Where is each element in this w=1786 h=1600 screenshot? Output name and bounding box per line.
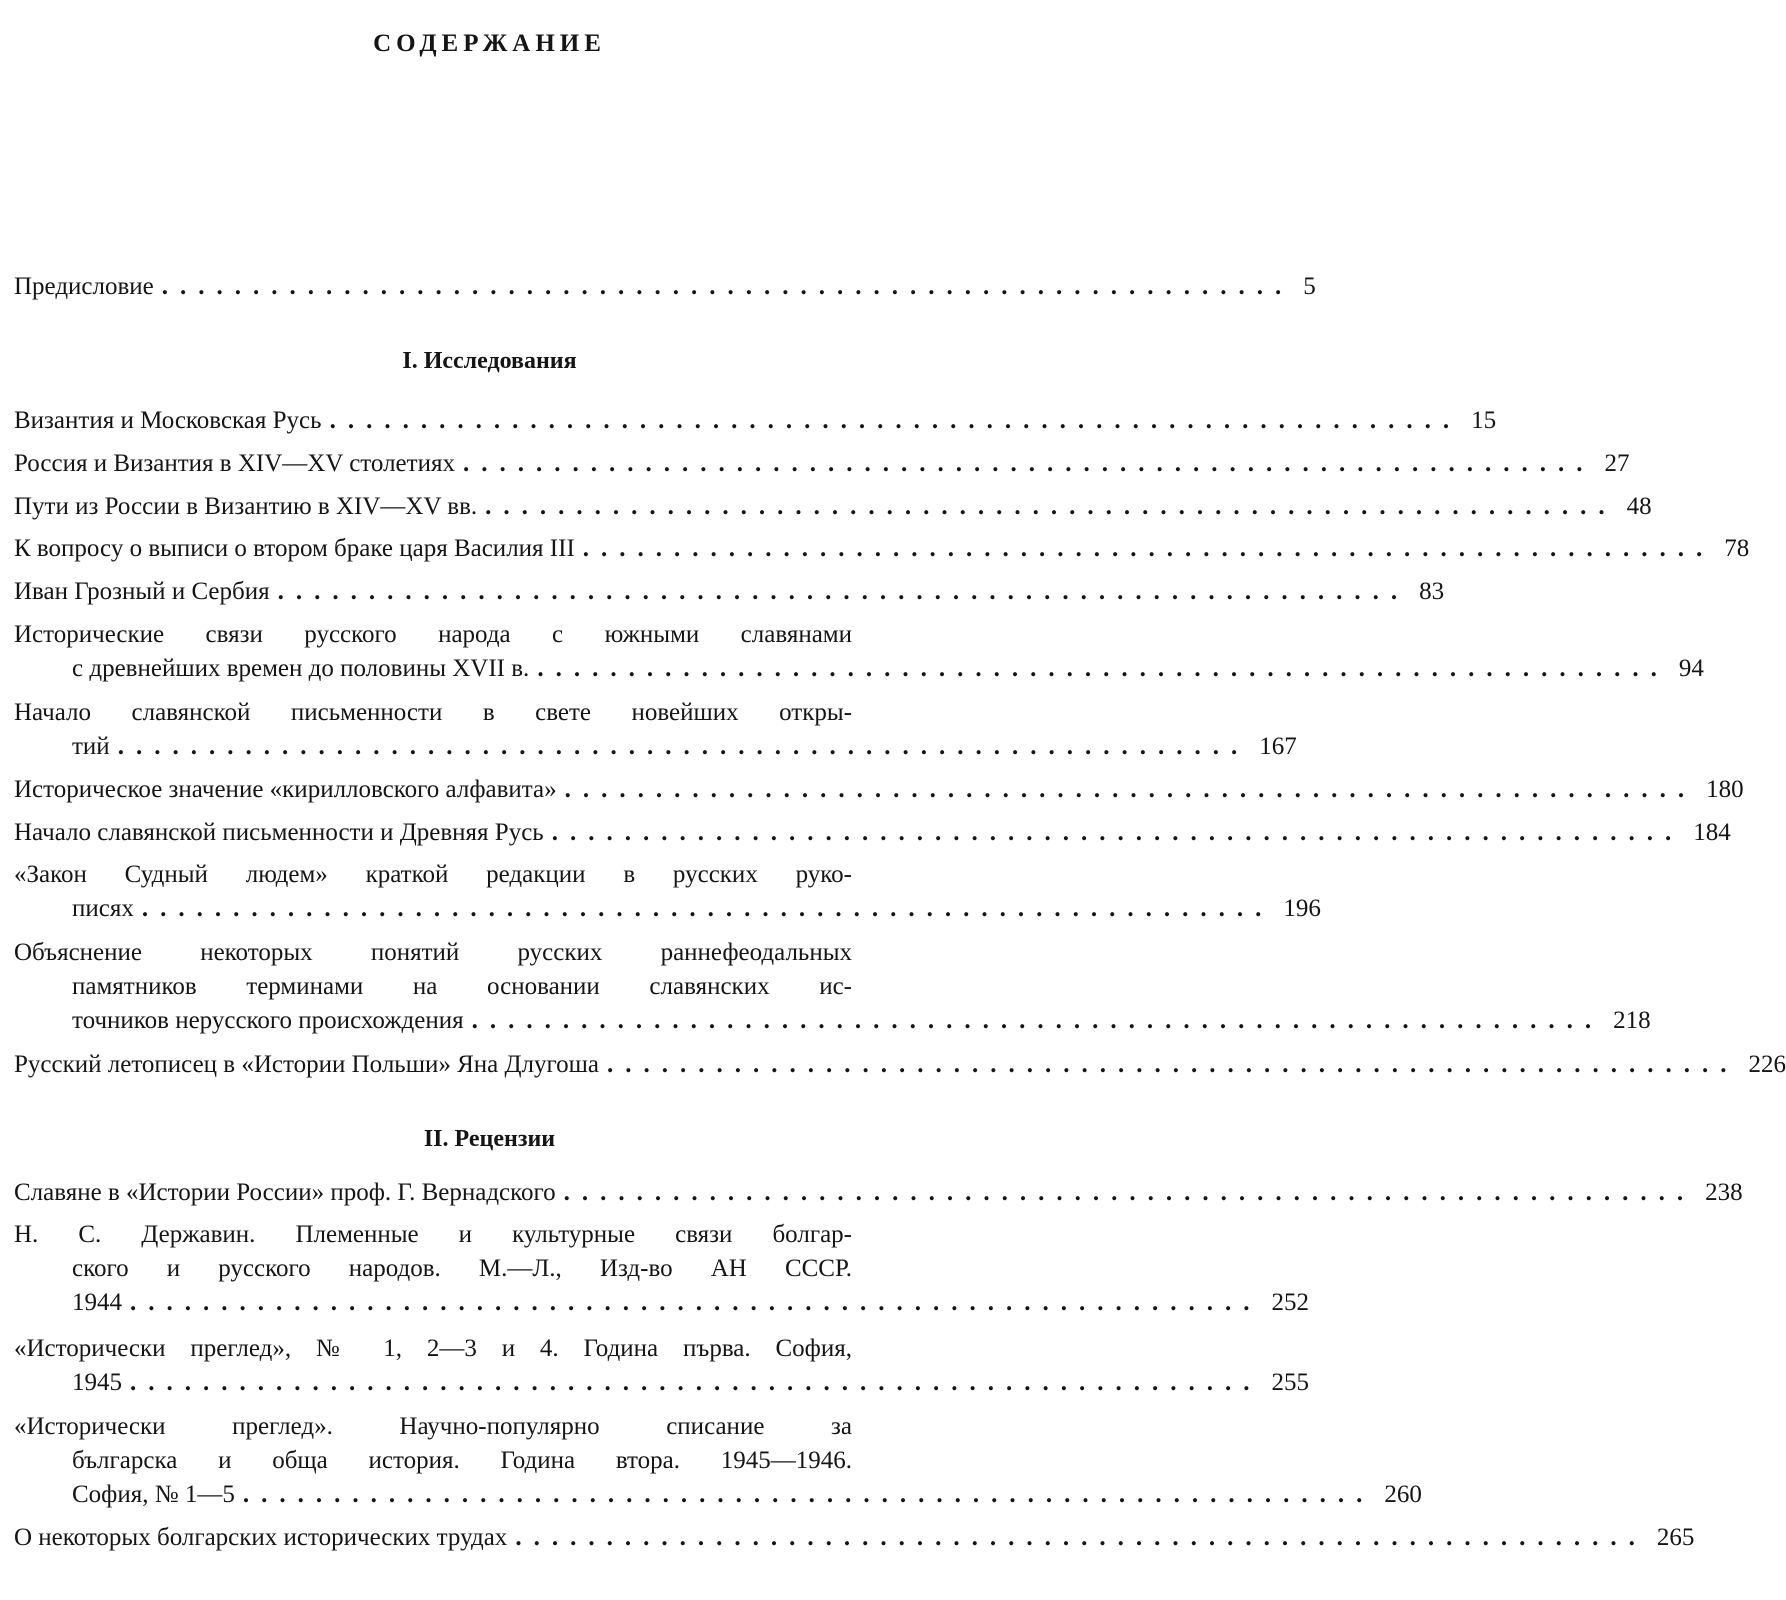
toc-entry bbox=[14, 858, 1321, 926]
toc-entry-title: Русский летописец в «Истории Польши» Яна Длугоша bbox=[14, 1051, 599, 1078]
page-number: 196 bbox=[1283, 895, 1321, 922]
page-number: 27 bbox=[1604, 450, 1630, 477]
dot-leader: .............................................................. bbox=[582, 535, 1715, 562]
toc-entry-title-continued: 1945 bbox=[72, 1369, 122, 1396]
page-number: 255 bbox=[1271, 1369, 1309, 1396]
toc-entry-preface bbox=[14, 270, 1316, 304]
toc-entry-title-continued: ского и русского народов. М.—Л., Изд-во АН СССР. bbox=[72, 1255, 852, 1282]
dot-leader: .............................................................. bbox=[161, 273, 1294, 300]
toc-entry-title: «Исторически преглед». Научно-популярно списание за bbox=[14, 1413, 852, 1440]
toc-entry-title-continued: точников нерусского происхождения bbox=[72, 1007, 464, 1034]
toc-entry-title: Н. С. Державин. Племенные и культурные связи болгар- bbox=[14, 1221, 852, 1248]
toc-entry bbox=[14, 1410, 1422, 1512]
toc-entry bbox=[14, 1048, 1786, 1082]
dot-leader: .............................................................. bbox=[471, 1007, 1604, 1034]
toc-entry-title: «Закон Судный людем» краткой редакции в русских руко- bbox=[14, 861, 852, 888]
toc-entry-title: Начало славянской письменности и Древняя Русь bbox=[14, 819, 544, 846]
page-number: 184 bbox=[1693, 819, 1731, 846]
dot-leader: .............................................................. bbox=[485, 493, 1617, 520]
page-number: 265 bbox=[1656, 1524, 1695, 1551]
toc-entry-title-continued: тий bbox=[72, 733, 110, 760]
page-number: 167 bbox=[1259, 733, 1297, 760]
toc-entry-title: «Исторически преглед», № 1, 2—3 и 4. Година първа. София, bbox=[14, 1335, 852, 1362]
page-title: СОДЕРЖАНИЕ bbox=[373, 30, 606, 57]
toc-entry bbox=[14, 404, 1497, 438]
dot-leader: .............................................................. bbox=[130, 1369, 1262, 1396]
dot-leader: .............................................................. bbox=[563, 1179, 1696, 1206]
toc-entry-title-continued: 1944 bbox=[72, 1289, 122, 1316]
toc-entry bbox=[14, 696, 1297, 764]
dot-leader: .............................................................. bbox=[141, 895, 1274, 922]
dot-leader: .............................................................. bbox=[277, 578, 1410, 605]
dot-leader: .............................................................. bbox=[117, 733, 1250, 760]
dot-leader: .............................................................. bbox=[515, 1524, 1647, 1551]
page-number: 15 bbox=[1471, 407, 1497, 434]
dot-leader: .............................................................. bbox=[537, 655, 1669, 682]
toc-entry bbox=[14, 575, 1445, 609]
page-number: 226 bbox=[1748, 1051, 1786, 1078]
toc-entry-title: О некоторых болгарских исторических трудах bbox=[14, 1524, 508, 1551]
toc-entry-title: Византия и Московская Русь bbox=[14, 407, 322, 434]
toc-entry-title: Предисловие bbox=[14, 273, 154, 300]
toc-entry bbox=[14, 1521, 1695, 1555]
toc-entry bbox=[14, 618, 1704, 686]
toc-entry bbox=[14, 447, 1630, 481]
toc-entry-title: Объяснение некоторых понятий русских раннефеодальных bbox=[14, 939, 852, 966]
toc-entry bbox=[14, 816, 1731, 850]
toc-entry-title-continued: българска и обща история. Година втора. 1945—1946. bbox=[72, 1447, 852, 1474]
toc-entry-title: Иван Грозный и Сербия bbox=[14, 578, 270, 605]
dot-leader: .............................................................. bbox=[242, 1481, 1375, 1508]
dot-leader: .............................................................. bbox=[607, 1051, 1739, 1078]
toc-entry-title-continued: писях bbox=[72, 895, 134, 922]
toc-entry bbox=[14, 1332, 1309, 1400]
page-number: 94 bbox=[1678, 655, 1704, 682]
toc-entry bbox=[14, 936, 1651, 1038]
dot-leader: .............................................................. bbox=[564, 776, 1697, 803]
page-number: 83 bbox=[1419, 578, 1445, 605]
toc-entry bbox=[14, 532, 1750, 566]
toc-entry-title-continued: памятников терминами на основании славянских ис- bbox=[72, 973, 852, 1000]
dot-leader: .............................................................. bbox=[462, 450, 1595, 477]
toc-entry-title: К вопросу о выписи о втором браке царя Василия III bbox=[14, 535, 575, 562]
toc-entry-title: Россия и Византия в XIV—XV столетиях bbox=[14, 450, 455, 477]
page-number: 48 bbox=[1626, 493, 1652, 520]
dot-leader: .............................................................. bbox=[329, 407, 1462, 434]
section-heading-research: I. Исследования bbox=[402, 348, 577, 374]
dot-leader: .............................................................. bbox=[551, 819, 1684, 846]
toc-entry-title: Историческое значение «кирилловского алфавита» bbox=[14, 776, 557, 803]
toc-entry-title: Начало славянской письменности в свете новейших откры- bbox=[14, 699, 852, 726]
toc-entry-title-continued: с древнейших времен до половины XVII в. bbox=[72, 655, 530, 682]
toc-entry bbox=[14, 1218, 1309, 1320]
page-number: 180 bbox=[1706, 776, 1744, 803]
toc-entry-title: Пути из России в Византию в XIV—XV вв. bbox=[14, 493, 478, 520]
page-number: 260 bbox=[1384, 1481, 1422, 1508]
toc-entry bbox=[14, 490, 1652, 524]
section-heading-reviews: II. Рецензии bbox=[423, 1126, 556, 1152]
page-number: 252 bbox=[1271, 1289, 1309, 1316]
dot-leader: .............................................................. bbox=[130, 1289, 1262, 1316]
page-number: 238 bbox=[1705, 1179, 1743, 1206]
toc-entry-title-continued: София, № 1—5 bbox=[72, 1481, 235, 1508]
page-number: 218 bbox=[1613, 1007, 1651, 1034]
toc-entry-title: Исторические связи русского народа с южными славянами bbox=[14, 621, 852, 648]
page-number: 78 bbox=[1724, 535, 1750, 562]
toc-entry bbox=[14, 773, 1744, 807]
toc-entry-title: Славяне в «Истории России» проф. Г. Вернадского bbox=[14, 1179, 556, 1206]
page-number: 5 bbox=[1303, 273, 1316, 300]
toc-entry bbox=[14, 1176, 1743, 1210]
